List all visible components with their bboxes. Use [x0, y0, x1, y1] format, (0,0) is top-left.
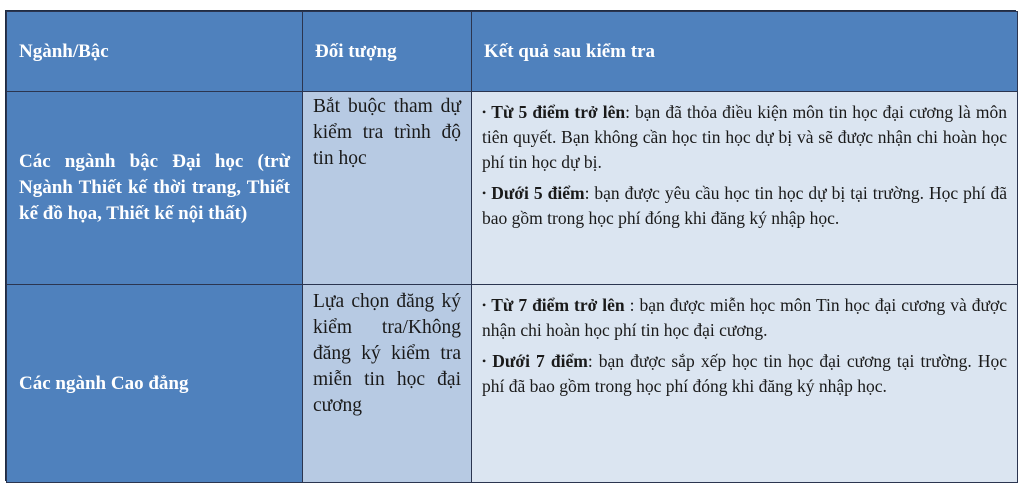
results-table-container	[5, 10, 1016, 481]
result-cell	[472, 92, 1018, 285]
header-program: Ngành/Bậc	[7, 12, 303, 92]
bullet-icon: •	[482, 186, 487, 200]
result-condition: Dưới 7 điểm	[492, 351, 588, 371]
result-item	[482, 293, 1007, 343]
program-cell: Các ngành bậc Đại học (trừ Ngành Thiết kế thời trang, Thiết kế đồ họa, Thiết kế nội thất)	[7, 92, 303, 285]
bullet-icon: •	[482, 354, 487, 368]
bullet-icon: •	[482, 105, 487, 119]
result-condition: Từ 7 điểm trở lên	[491, 295, 625, 315]
result-condition: Từ 5 điểm trở lên	[491, 102, 626, 122]
results-table	[6, 11, 1018, 483]
table-header-row	[7, 12, 1018, 92]
result-text: : bạn được sắp xếp học tin học đại cương tại trường. Học phí đã bao gồm trong học phí đóng khi đăng ký nhập học.	[482, 351, 1008, 396]
table-row	[7, 92, 1018, 285]
bullet-icon: •	[482, 298, 487, 312]
result-text: : bạn được yêu cầu học tin học dự bị tại trường. Học phí đã bao gồm trong học phí đóng khi đăng ký nhập học.	[482, 183, 1008, 228]
target-cell: Lựa chọn đăng ký kiểm tra/Không đăng ký kiểm tra miễn tin học đại cương	[303, 285, 472, 483]
result-item	[482, 100, 1007, 175]
target-cell: Bắt buộc tham dự kiểm tra trình độ tin học	[303, 92, 472, 285]
result-item	[482, 181, 1007, 231]
table-row	[7, 285, 1018, 483]
result-item	[482, 349, 1007, 399]
result-text: : bạn được miễn học môn Tin học đại cương và được nhận chi hoàn học phí tin học đại cương.	[482, 295, 1007, 340]
result-cell	[472, 285, 1018, 483]
result-condition: Dưới 5 điểm	[491, 183, 585, 203]
result-text: : bạn đã thỏa điều kiện môn tin học đại cương là môn tiên quyết. Bạn không cần học tin học dự bị và sẽ được nhận chi hoàn học phí tin học dự bị.	[482, 102, 1008, 172]
header-target: Đối tượng	[303, 12, 472, 92]
program-cell: Các ngành Cao đẳng	[7, 285, 303, 483]
header-result: Kết quả sau kiểm tra	[472, 12, 1018, 92]
